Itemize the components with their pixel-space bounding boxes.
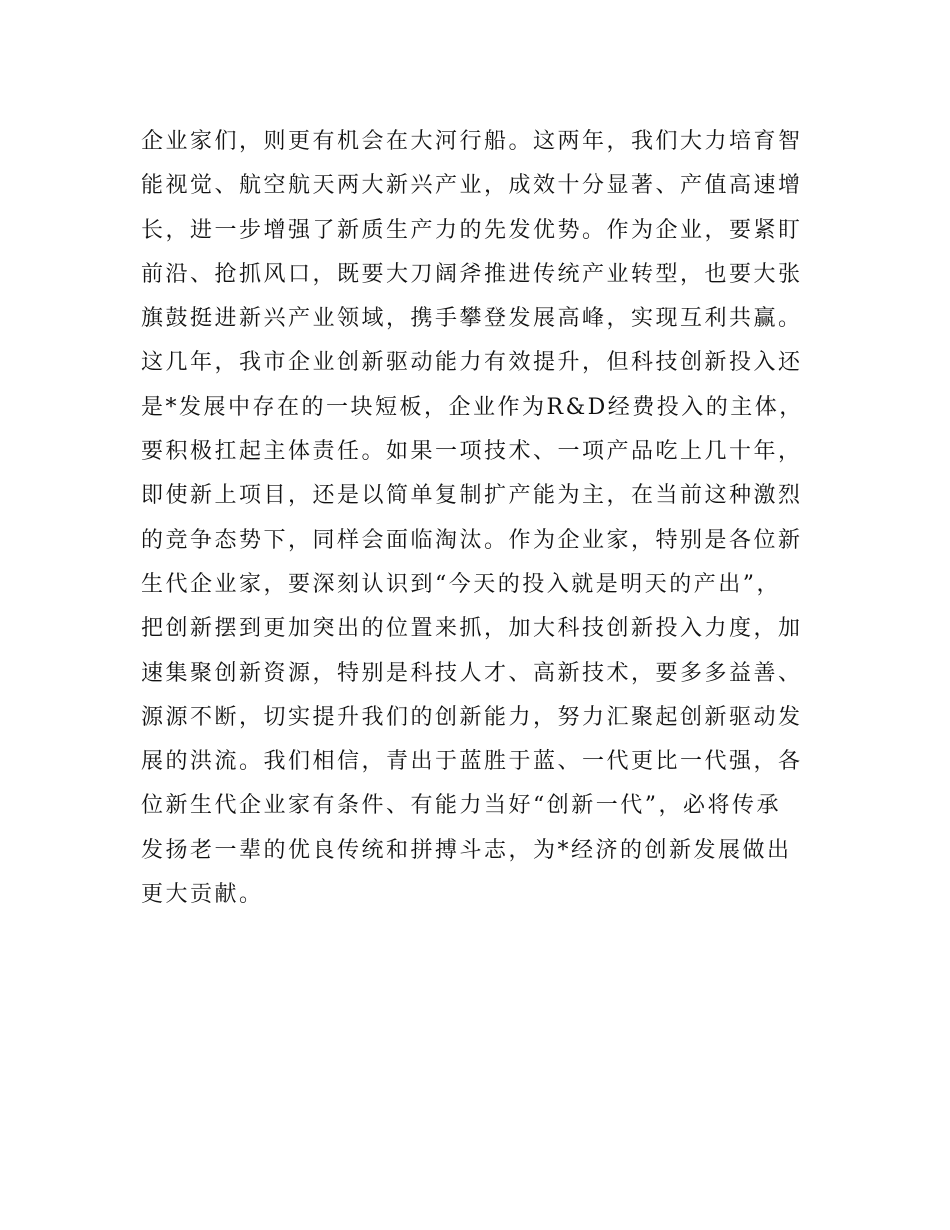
text-line: 能视觉、航空航天两大新兴产业，成效十分显著、产值高速增 (141, 173, 803, 199)
text-line: 更大贡献。 (141, 882, 264, 908)
text-line: 是*发展中存在的一块短板，企业作为R&D经费投入的主体， (141, 394, 804, 420)
text-line: 这几年，我市企业创新驱动能力有效提升，但科技创新投入还 (141, 350, 803, 376)
body-text (141, 120, 821, 917)
text-line: 长，进一步增强了新质生产力的先发优势。作为企业，要紧盯 (141, 217, 803, 243)
text-line: 展的洪流。我们相信，青出于蓝胜于蓝、一代更比一代强，各 (141, 749, 803, 775)
text-line: 企业家们，则更有机会在大河行船。这两年，我们大力培育智 (141, 129, 803, 154)
text-line: 速集聚创新资源，特别是科技人才、高新技术，要多多益善、 (141, 660, 803, 686)
text-line: 前沿、抢抓风口，既要大刀阔斧推进传统产业转型，也要大张 (141, 261, 803, 287)
text-line: 的竞争态势下，同样会面临淘汰。作为企业家，特别是各位新 (141, 527, 803, 553)
text-line: 源源不断，切实提升我们的创新能力，努力汇聚起创新驱动发 (141, 704, 803, 730)
text-line: 发扬老一辈的优良传统和拼搏斗志，为*经济的创新发展做出 (141, 837, 792, 863)
text-line: 要积极扛起主体责任。如果一项技术、一项产品吃上几十年， (141, 439, 803, 465)
text-line: 旗鼓挺进新兴产业领域，携手攀登发展高峰，实现互利共赢。 (141, 306, 803, 332)
text-line: 把创新摆到更加突出的位置来抓，加大科技创新投入力度，加 (141, 616, 803, 642)
text-line: 即使新上项目，还是以简单复制扩产能为主，在当前这种激烈 (141, 483, 803, 509)
text-line: 生代企业家，要深刻认识到“今天的投入就是明天的产出”， (141, 571, 781, 597)
text-line: 位新生代企业家有条件、有能力当好“创新一代”，必将传承 (141, 793, 781, 819)
